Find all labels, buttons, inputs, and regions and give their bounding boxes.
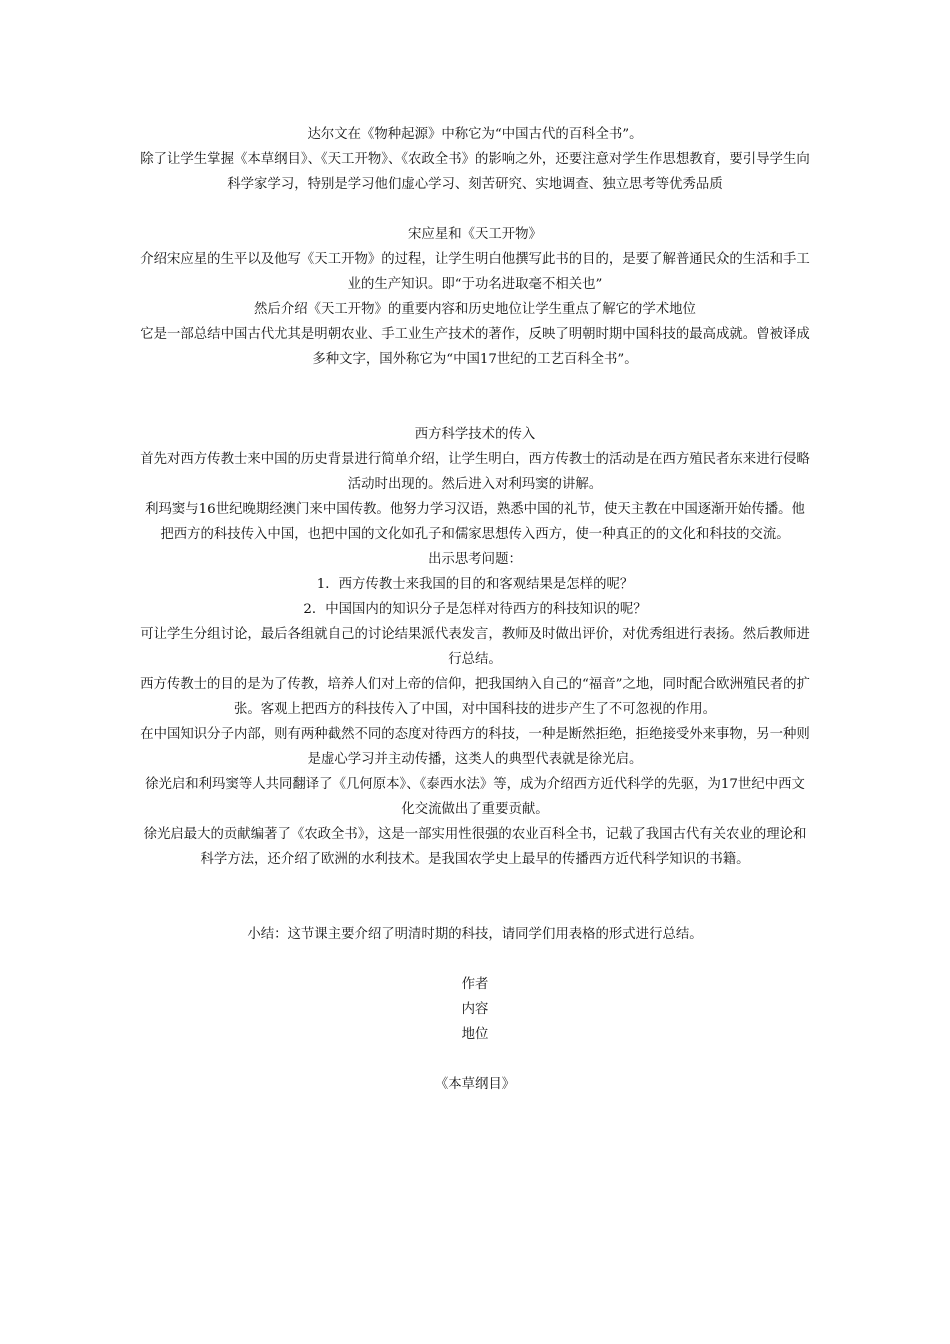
paragraph-questions-intro: 出示思考问题： (428, 552, 522, 567)
paragraph-xu-translation: 徐光启和利玛窦等人共同翻译了《几何原本》、《泰西水法》等，成为介绍西方近代科学的先驱，为17世纪中西文化交流做出了重要贡献。 (145, 777, 805, 817)
paragraph-darwin-quote: 达尔文在《物种起源》中称它为“中国古代的百科全书”。 (307, 127, 643, 142)
section-heading-western-science: 西方科学技术的传入 (414, 427, 536, 442)
paragraph-summary: 小结：这节课主要介绍了明清时期的科技，请同学们用表格的形式进行总结。 (247, 927, 703, 942)
paragraph-tiangong-intro: 然后介绍《天工开物》的重要内容和历史地位让学生重点了解它的学术地位 (254, 302, 696, 317)
paragraph-matteo-ricci: 利玛窦与16世纪晚期经澳门来中国传教。他努力学习汉语，熟悉中国的礼节，使天主教在中国逐渐开始传播。他把西方的科技传入中国，也把中国的文化如孔子和儒家思想传入西方，使一种真正的的文化和科技的交流。 (145, 502, 805, 542)
spacer (140, 372, 810, 422)
section-heading-song-yingxing: 宋应星和《天工开物》 (408, 227, 542, 242)
paragraph-moral-education: 除了让学生掌握《本草纲目》、《天工开物》、《农政全书》的影响之外，还要注意对学生作思想教育，要引导学生向科学家学习，特别是学习他们虚心学习、刻苦研究、实地调查、独立思考等优秀品质 (140, 152, 810, 192)
paragraph-intellectual-attitudes: 在中国知识分子内部，则有两种截然不同的态度对待西方的科技，一种是断然拒绝，拒绝接受外来事物，另一种则是虚心学习并主动传播，这类人的典型代表就是徐光启。 (140, 727, 810, 767)
paragraph-xu-nongzheng: 徐光启最大的贡献编著了《农政全书》，这是一部实用性很强的农业百科全书，记载了我国古代有关农业的理论和科学方法，还介绍了欧洲的水利技术。是我国农学史上最早的传播西方近代科学知识的书籍。 (143, 827, 807, 867)
paragraph-missionary-purpose: 西方传教士的目的是为了传教，培养人们对上帝的信仰，把我国纳入自己的“福音”之地，同时配合欧洲殖民者的扩张。客观上把西方的科技传入了中国，对中国科技的进步产生了不可忽视的作用。 (140, 677, 810, 717)
paragraph-group-discussion: 可让学生分组讨论，最后各组就自己的讨论结果派代表发言，教师及时做出评价，对优秀组进行表扬。然后教师进行总结。 (140, 627, 810, 667)
table-header-content: 内容 (461, 1002, 489, 1017)
paragraph-song-biography: 介绍宋应星的生平以及他写《天工开物》的过程，让学生明白他撰写此书的目的，是要了解普通民众的生活和手工业的生产知识。即“于功名进取毫不相关也” (140, 252, 810, 292)
spacer (140, 947, 810, 972)
table-cell-bencao: 《本草纲目》 (434, 1077, 516, 1092)
spacer (140, 1047, 810, 1072)
document-body (140, 122, 810, 1097)
paragraph-missionary-background: 首先对西方传教士来中国的历史背景进行简单介绍，让学生明白，西方传教士的活动是在西方殖民者东来进行侵略活动时出现的。然后进入对利玛窦的讲解。 (140, 452, 810, 492)
question-1: 1．西方传教士来我国的目的和客观结果是怎样的呢？ (316, 577, 634, 592)
table-header-author: 作者 (461, 977, 489, 992)
table-header-status: 地位 (461, 1027, 489, 1042)
spacer (140, 872, 810, 922)
paragraph-tiangong-significance: 它是一部总结中国古代尤其是明朝农业、手工业生产技术的著作，反映了明朝时期中国科技的最高成就。曾被译成多种文字，国外称它为“中国17世纪的工艺百科全书”。 (140, 327, 810, 367)
question-2: 2．中国国内的知识分子是怎样对待西方的科技知识的呢？ (303, 602, 647, 617)
spacer (140, 197, 810, 222)
